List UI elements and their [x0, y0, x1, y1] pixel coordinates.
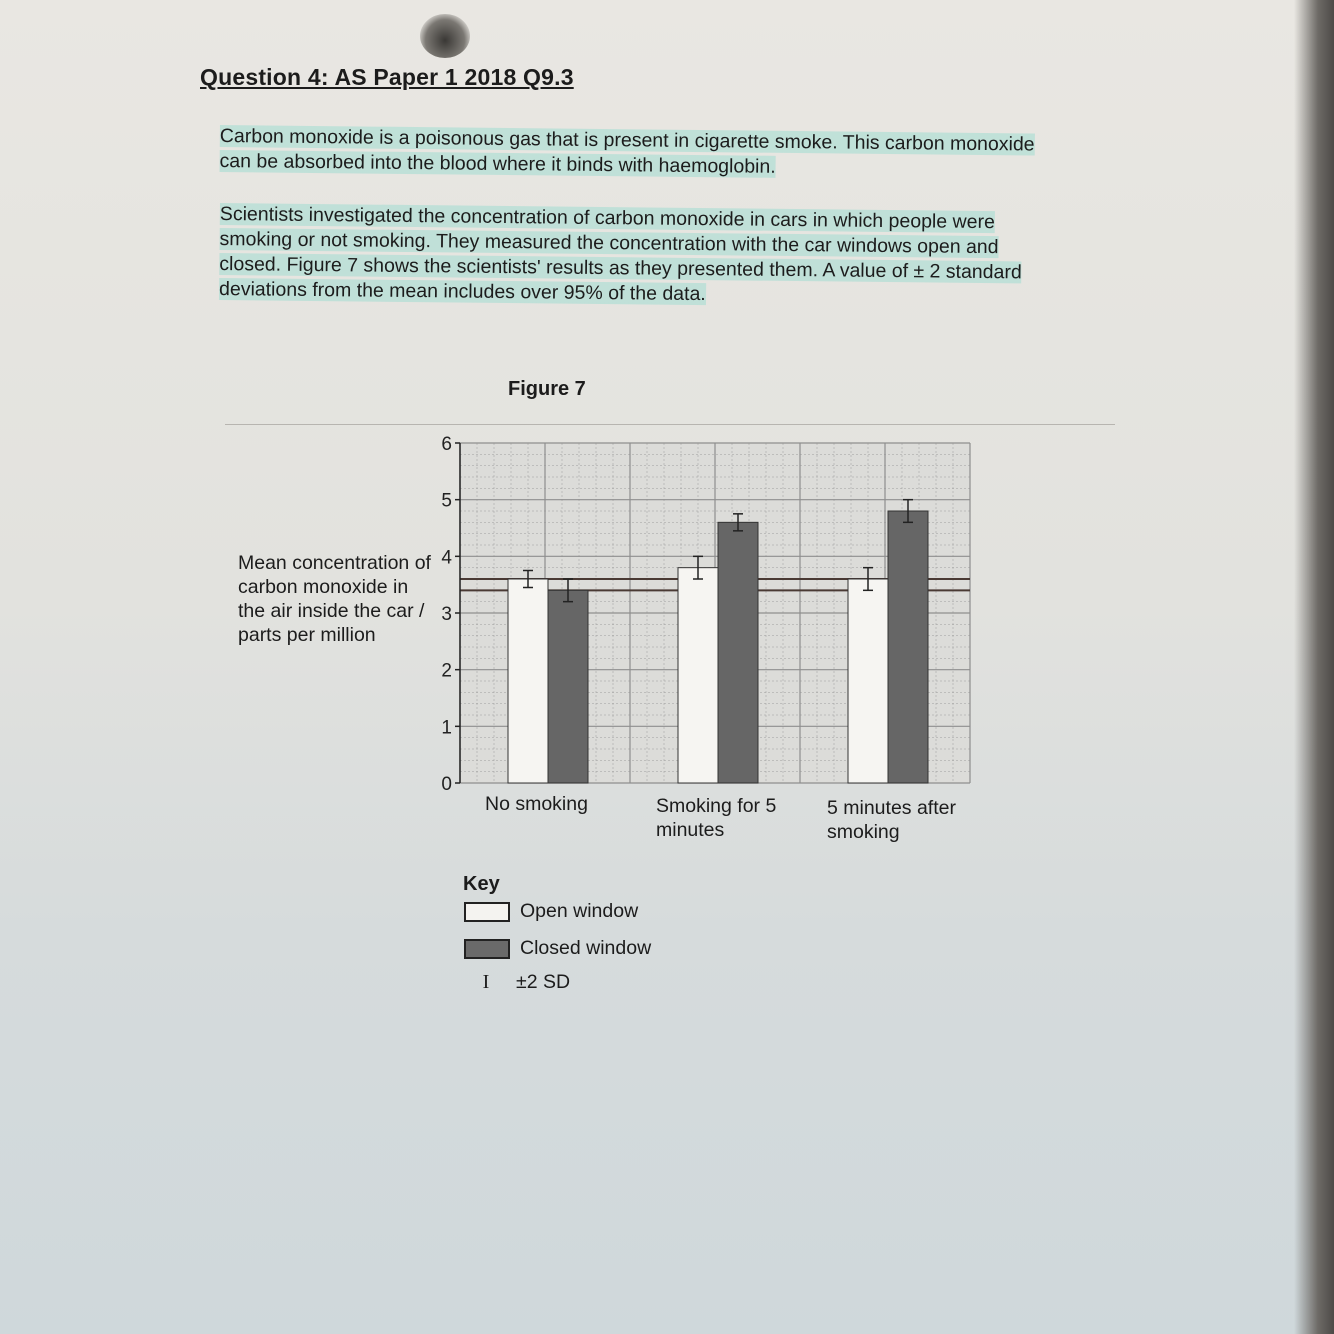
legend-closed-label: Closed window — [520, 937, 652, 959]
y-tick-label-5: 5 — [441, 490, 452, 512]
legend-sd — [464, 971, 570, 994]
legend-open-swatch — [464, 902, 510, 922]
x-tick-label-smoking: Smoking for 5 minutes — [656, 795, 777, 841]
y-tick-label-4: 4 — [441, 547, 452, 569]
intro-paragraph — [219, 124, 1039, 183]
y-axis — [441, 434, 460, 795]
key-title: Key — [463, 873, 500, 895]
legend-sd-label: ±2 SD — [516, 971, 571, 993]
intro-paragraph-text: Carbon monoxide is a poisonous gas that is present in cigarette smoke. This carbon monoxide can be absorbed into the blood where it binds with haemoglobin. — [219, 124, 1035, 178]
error-bar-icon: I — [482, 971, 490, 993]
y-tick-label-0: 0 — [441, 774, 452, 795]
y-axis-label: Mean concentration of carbon monoxide in the air inside the car / parts per million — [238, 552, 431, 646]
bar-open-2 — [678, 568, 718, 783]
y-tick-label-1: 1 — [441, 717, 452, 739]
legend-open-window — [464, 900, 638, 923]
x-tick-label-after-smoking: 5 minutes after smoking — [827, 797, 956, 843]
legend-closed-swatch — [464, 939, 510, 959]
page-edge-shadow — [1294, 0, 1334, 1334]
y-tick-label-3: 3 — [441, 604, 452, 625]
y-tick-label-6: 6 — [441, 434, 452, 455]
legend-closed-window — [464, 937, 651, 960]
figure-title: Figure 7 — [508, 378, 586, 400]
y-tick-label-2: 2 — [441, 660, 452, 682]
bar-closed-3 — [888, 511, 928, 783]
legend-open-label: Open window — [520, 900, 639, 922]
bar-closed-2 — [718, 522, 758, 783]
x-tick-label-no-smoking: No smoking — [485, 793, 588, 815]
bar-closed-1 — [548, 590, 588, 783]
bar-open-1 — [508, 579, 548, 783]
bar-open-3 — [848, 579, 888, 783]
punch-hole — [420, 14, 470, 58]
method-paragraph-text: Scientists investigated the concentration of carbon monoxide in cars in which people were smoking or not smoking. They measured the concentration with the car windows open and closed. Figure 7 shows the scientists' results as they presented them. A value of ± 2 standard deviations from the mean includes over 95% of the data. — [218, 202, 1022, 306]
bar-chart — [430, 425, 990, 795]
question-heading: Question 4: AS Paper 1 2018 Q9.3 — [200, 64, 574, 90]
method-paragraph — [219, 202, 1040, 311]
